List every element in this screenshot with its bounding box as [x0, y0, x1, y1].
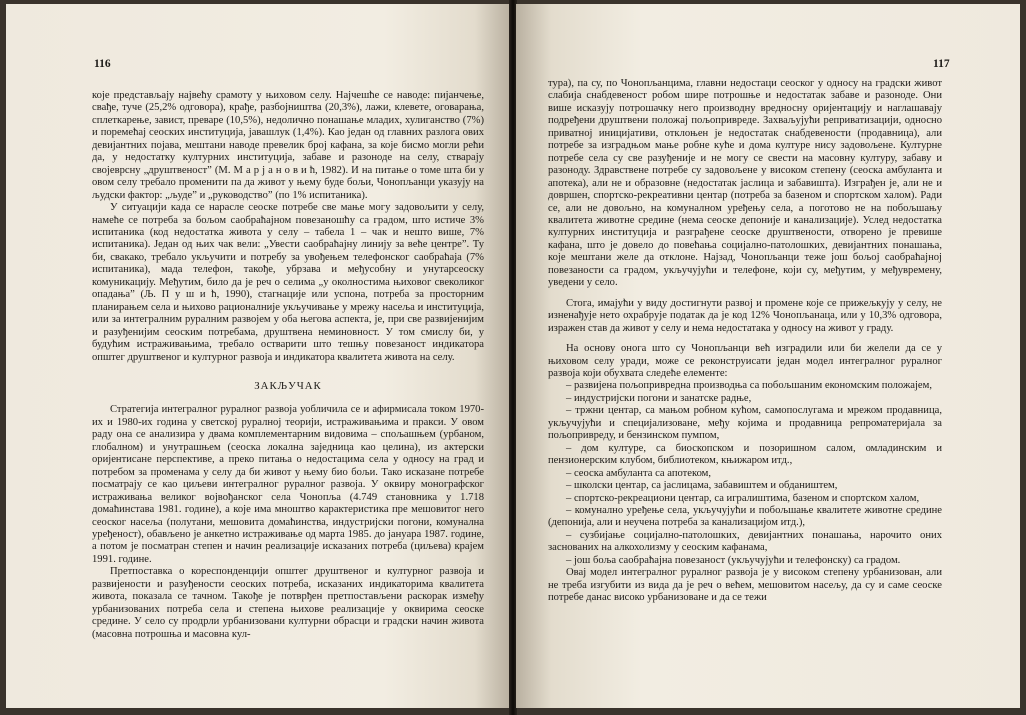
- right-page: [516, 4, 1020, 708]
- list-item: – комунално уређење села, укључујући и побољшање квалитете животне средине (депонија, али и неучена потреба за канализацијом итд.),: [548, 504, 942, 529]
- list-item: – школски центар, са јаслицама, забавиштем и обдаништем,: [566, 480, 838, 492]
- list-item: – сузбијање социјално-патолошких, девијантних понашања, нарочито оних заснованих на алкохолизму у сеоским кафанама,: [548, 529, 942, 554]
- paragraph: У ситуацији када се нарасле сеоске потребе све мање могу задовољити у селу, намеће се потреба за бољом саобраћајном повезаношћу са градом, што истиче 3% испитаника (код недостатка живота у селу – табела 1 – чак и нешто више, 7% испитаника). Један од њих чак вели: „Увести саобраћајну линију за веће центре”. Ту би, свакако, требало укључити и потребу за увођењем телефонског саобраћаја (7% испитаника), мада телефон, такође, убрзава и међусобну и унутарсеоску комуникацију. Међутим, било да је реч о селима „у околностима њиховог свеколиког опадања” (Љ. П у ш и ћ, 1990), стагнације или успона, потреба за просторним планирањем села и њихово рационалније укључивање у мрежу насеља и институција, или за интегралним руралним развојем у оба његова аспекта, је, при све развијенијим и разуђенијим сеоским потребама, друштвена неминовност. У том смислу би, у будућим истраживањима, требало остварити што тешњу повезаност индикатора општег друштвеног и културног развоја и индикатора квалитета живота на селу.: [92, 202, 484, 363]
- paragraph: Стога, имајући у виду достигнути развој и промене које се прижељкују у селу, не изненађује нето охрабрује податак да је код 12% Чонопљанаца, или у 10,3% одговора, изражен став да живот у селу и нема недостатака у односу на живот у граду.: [548, 297, 942, 334]
- section-heading: ЗАКЉУЧАК: [254, 379, 322, 392]
- left-page: [6, 4, 510, 708]
- page-number-left: 116: [94, 58, 111, 70]
- list-item: – сеоска амбуланта са апотеком,: [566, 467, 712, 479]
- list-item: – још боља саобраћајна повезаност (укључујући и телефонску) са градом.: [566, 554, 901, 566]
- right-page-text: [548, 78, 942, 605]
- list-item: – развијена пољопривредна производња са побољшаним економским положајем,: [566, 380, 932, 392]
- list-item: – дом културе, са биоскопском и позоришном салом, омладинским и пензионерским клубом, библиотеком, књижаром итд.,: [548, 442, 942, 467]
- paragraph: На основу онога што су Чонопљанци већ изградили или би желели да се у њиховом селу уради, може се реконструисати један модел интегралног руралног развоја који обухвата следеће елементе:: [548, 343, 942, 379]
- left-page-text: [92, 90, 484, 641]
- paragraph: Овај модел интегралног руралног развоја је у високом степену урбанизован, али не треба изгубити из вида да је реч о већем, мешовитом насељу, да су и саме сеоске потребе данас високо урбанизоване и да се тежи: [548, 567, 942, 604]
- list-item: – индустријски погони и занатске радње,: [566, 392, 752, 404]
- paragraph: Претпоставка о кореспонденцији општег друштвеног и културног развоја и развијености и разуђености сеоских потреба, исказаних индикаторима квалитета живота, показала се тачном. Такође је потврђен претпостављени раскорак између урбанизованих потреба села и степена њихове реализације у оквирима сеоске средине. У село су продрли урбанизовани културни обрасци и градски начин живота (масовна потрошња и масовна кул-: [92, 566, 484, 640]
- paragraph: Стратегија интегралног руралног развоја уобличила се и афирмисала током 1970-их и 1980-их година у светској руралној теорији, истраживањима и пракси. У овом раду она се анализира у двама комплементарним видовима – спољашњем (урбаном, глобалном) и унутрашњем (сеоска локална заједница као целина), из актерски оријентисане перспективе, а преко питања о недостацима села у односу на град и потребом за променама у селу да би живот у њему био бољи. Тако исказане потребе посматрају се као циљеви интегралног руралног развоја. У оквиру монографског истраживања великог војвођанског села Чонопља (4.749 становника у 1.718 домаћинстава 1981. године), а које има мноштво карактеристика пре мешовитог него сеоског насеља (полутани, мешовита домаћинства, индустријски погони, комунална уређеност), обављено је анкетно истраживање од марта 1985. до јануара 1987. године, а потом је посматран степен и начин реализације исказаних потреба (циљева) крајем 1991. године.: [92, 404, 484, 565]
- page-number-right: 117: [933, 58, 950, 70]
- paragraph: тура), па су, по Чонопљанцима, главни недостаци сеоског у односу на градски живот слабија снабдевеност робом шире потрошње и недостатак забаве и разоноде. Они више исказују потрошачку него производну вредносну оријентацију и наглашавају подређени друштвени положај пољопривреде. Захваљујући реприватизацији, односно приватној иницијативи, отклоњен је недостатак снабдевености (продавница), али потребе за изградњом мање робне куће и дома културе нису задовољене. Културне потребе села су све разуђеније и не могу се свести на масовну културу, забаву и разоноду. Здравствене потребе су задовољене у високом степену (сеоска амбуланта и апотека), али не и образовне (недостатак јаслица и забавишта). Изграђен је, али не и довршен, спортско-рекреативни центар (потреба за базеном и спортском халом). Ради се, али не довољно, на комуналном уређењу села, а поготово не на побољшању квалитета животне средине (нема сеоске депоније и канализације). Услед недостатка културних институција и разграђене сеоске друштвености, отворено је превише кафана, што је довело до повећања социјално-патолошких, девијантних понашања, које мештани желе да отклоне. Најзад, Чонопљанци теже још бољој саобраћајној повезаности са градом, укључујући и телефоне, који су, међутим, у међувремену, уведени у село.: [548, 78, 942, 289]
- list-item: – тржни центар, са мањом робном кућом, самопослугама и мрежом продавница, укључујући и специјализоване, међу којима и продавница репроматеријала за пољопривреду, и бензинском пумпом,: [548, 405, 942, 442]
- list-item: – спортско-рекреациони центар, са игралиштима, базеном и спортском халом,: [566, 492, 920, 504]
- paragraph: које представљају највећу срамоту у њиховом селу. Најчешће се наводе: пијанчење, свађе, туче (25,2% одговора), крађе, разбојништва (20,3%), лажи, клевете, оговарања, сплеткарење, завист, преваре (10,5%), недолично понашање младих, хулиганство (7%) и поремећај сеоских институција, јавашлук (1,4%). Као један од главних разлога ових девијантних појава, мештани наводе превелик број кафана, за које бисмо могли рећи да, у недостатку културних институција, забаве и разоноде на селу, стварају својеврсну „друштвеност” (М. М а р ј а н о в и ћ, 1982). И на питање о томе шта би у овом селу требало променити па да живот у њему буде бољи, Чонопљанци указују на људски фактор: „људе” и „руководство” (по 1% испитаника).: [92, 90, 484, 201]
